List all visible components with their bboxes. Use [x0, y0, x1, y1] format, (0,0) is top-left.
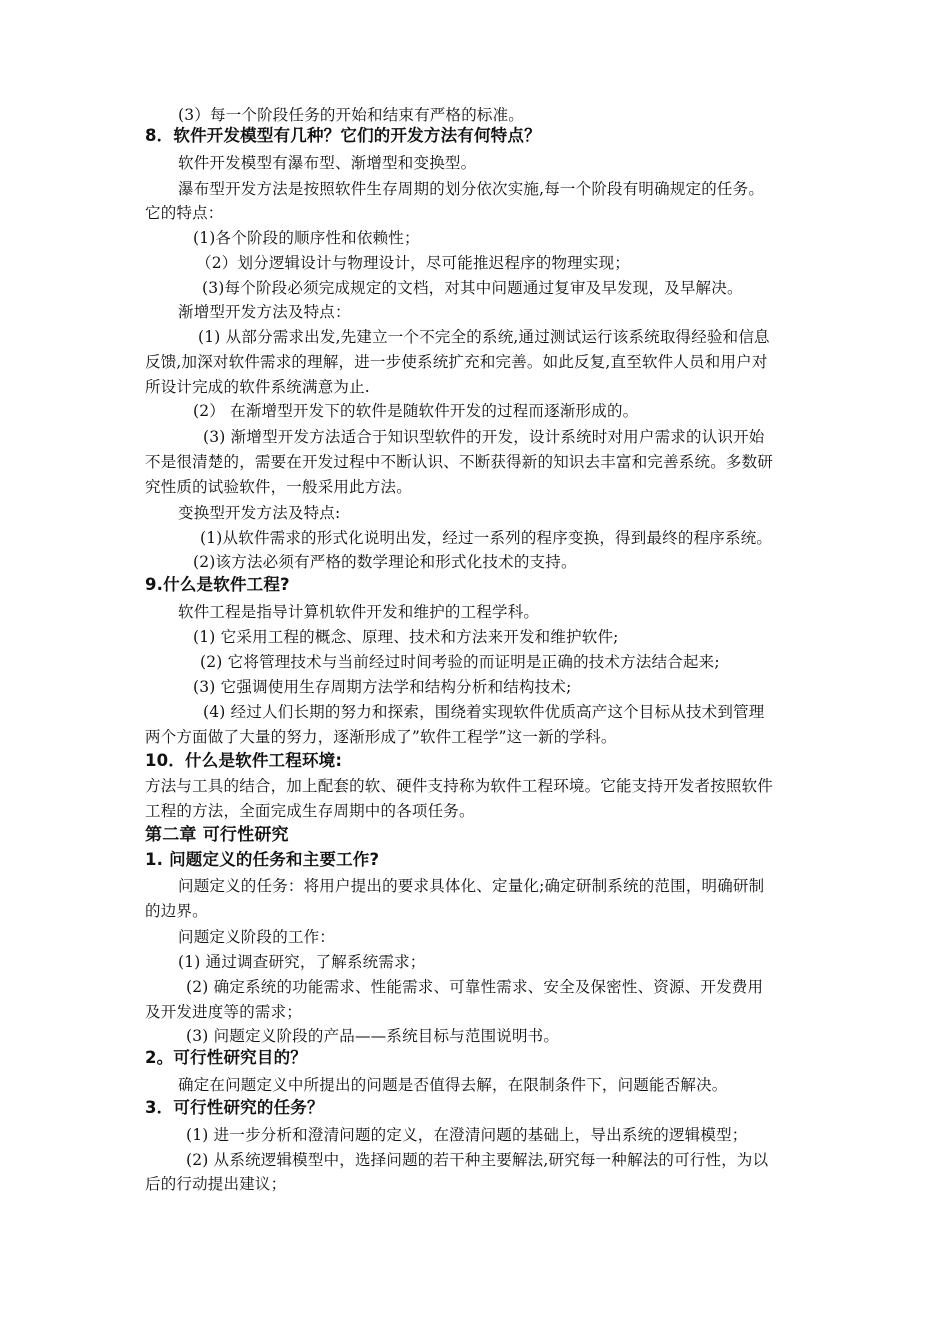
- list-item: (3）每一个阶段任务的开始和结束有严格的标准。: [178, 106, 525, 124]
- list-item: (3) 渐增型开发方法适合于知识型软件的开发，设计系统时对用户需求的认识开始: [203, 428, 765, 446]
- paragraph-text: 反馈,加深对软件需求的理解，进一步使系统扩充和完善。如此反复,直至软件人员和用户对: [145, 353, 768, 371]
- question-heading: 9.什么是软件工程?: [145, 575, 290, 594]
- paragraph-text: 它的特点：: [145, 204, 224, 222]
- question-heading: 3．可行性研究的任务？: [145, 1098, 324, 1117]
- paragraph-text: 变换型开发方法及特点:: [178, 504, 341, 522]
- list-item: （2）划分逻辑设计与物理设计，尽可能推迟程序的物理实现；: [196, 254, 630, 272]
- list-item: (1) 进一步分析和澄清问题的定义，在澄清问题的基础上，导出系统的逻辑模型；: [186, 1126, 748, 1144]
- paragraph-text: 后的行动提出建议；: [145, 1175, 287, 1193]
- paragraph-text: 究性质的试验软件，一般采用此方法。: [145, 478, 412, 496]
- question-heading: 8．软件开发模型有几种？它们的开发方法有何特点？: [145, 126, 541, 145]
- question-heading: 1. 问题定义的任务和主要工作?: [145, 850, 380, 869]
- list-item: (2) 从系统逻辑模型中，选择问题的若干种主要解法,研究每一种解法的可行性，为以: [186, 1151, 769, 1169]
- paragraph-text: 不是很清楚的，需要在开发过程中不断认识、不断获得新的知识去丰富和完善系统。多数研: [145, 453, 774, 471]
- paragraph-text: 软件开发模型有瀑布型、渐增型和变换型。: [178, 154, 477, 172]
- paragraph-text: 问题定义阶段的工作：: [178, 928, 336, 946]
- list-item: (4) 经过人们长期的努力和探索，围绕着实现软件优质高产这个目标从技术到管理: [203, 703, 765, 721]
- list-item: (3) 问题定义阶段的产品——系统目标与范围说明书。: [186, 1027, 560, 1045]
- question-heading: 2。可行性研究目的？: [145, 1048, 307, 1067]
- list-item: (2） 在渐增型开发下的软件是随软件开发的过程而逐渐形成的。: [193, 402, 639, 420]
- paragraph-text: 工程的方法，全面完成生存周期中的各项任务。: [145, 802, 475, 820]
- paragraph-text: 渐增型开发方法及特点：: [178, 303, 351, 321]
- paragraph-text: 所设计完成的软件系统满意为止.: [145, 378, 370, 396]
- list-item: (1)从软件需求的形式化说明出发，经过一系列的程序变换，得到最终的程序系统。: [200, 529, 773, 547]
- paragraph-text: 确定在问题定义中所提出的问题是否值得去解，在限制条件下，问题能否解决。: [178, 1076, 728, 1094]
- paragraph-text: 问题定义的任务：将用户提出的要求具体化、定量化;确定研制系统的范围，明确研制: [178, 877, 765, 895]
- list-item: (2) 它将管理技术与当前经过时间考验的而证明是正确的技术方法结合起来;: [200, 653, 720, 671]
- paragraph-text: 软件工程是指导计算机软件开发和维护的工程学科。: [178, 603, 540, 621]
- list-item: (1) 从部分需求出发,先建立一个不完全的系统,通过测试运行该系统取得经验和信息: [198, 328, 770, 346]
- chapter-title: 第二章 可行性研究: [145, 825, 289, 845]
- list-item: (1) 通过调查研究，了解系统需求；: [178, 953, 426, 971]
- list-item: (1) 它采用工程的概念、原理、技术和方法来开发和维护软件;: [193, 628, 619, 646]
- paragraph-text: 的边界。: [145, 902, 208, 920]
- paragraph-text: 瀑布型开发方法是按照软件生存周期的划分依次实施,每一个阶段有明确规定的任务。: [178, 180, 765, 198]
- list-item: (2) 确定系统的功能需求、性能需求、可靠性需求、安全及保密性、资源、开发费用: [186, 978, 764, 996]
- list-item: (3)每个阶段必须完成规定的文档，对其中问题通过复审及早发现，及早解决。: [202, 279, 743, 297]
- list-item: (1)各个阶段的顺序性和依赖性；: [193, 229, 420, 247]
- list-item: (2)该方法必须有严格的数学理论和形式化技术的支持。: [193, 553, 577, 571]
- list-item: (3) 它强调使用生存周期方法学和结构分析和结构技术;: [193, 678, 572, 696]
- question-heading: 10．什么是软件工程环境:: [145, 751, 343, 770]
- paragraph-text: 方法与工具的结合，加上配套的软、硬件支持称为软件工程环境。它能支持开发者按照软件: [145, 777, 774, 795]
- paragraph-text: 两个方面做了大量的努力，逐渐形成了”软件工程学”这一新的学科。: [145, 728, 617, 746]
- paragraph-text: 及开发进度等的需求；: [145, 1003, 303, 1021]
